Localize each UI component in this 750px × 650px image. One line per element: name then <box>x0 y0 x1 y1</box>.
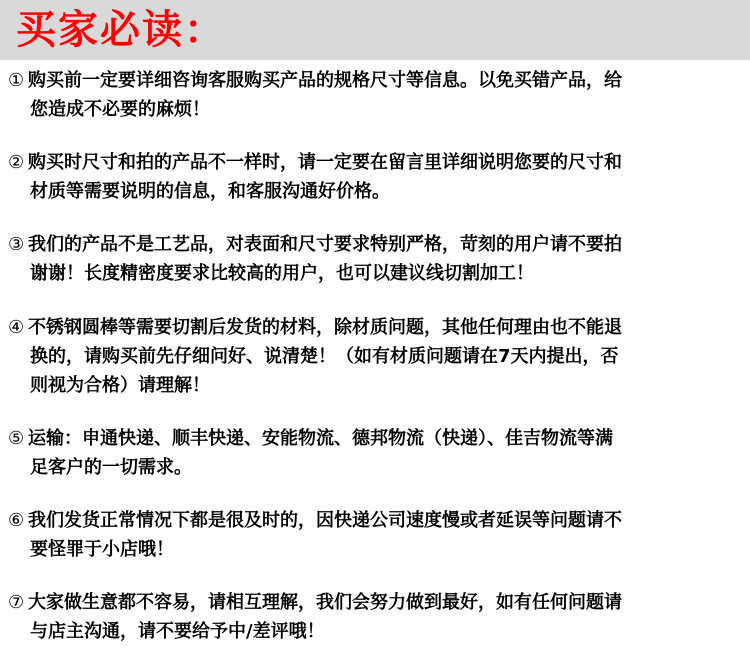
notice-text: 谢谢！长度精密度要求比较高的用户，也可以建议线切割加工！ <box>30 263 534 284</box>
notice-line <box>8 313 744 342</box>
notice-number: ⑥ <box>8 510 25 531</box>
notice-number: ④ <box>8 317 25 338</box>
notice-line <box>8 66 744 95</box>
notice-text: 则视为合格）请理解！ <box>30 375 210 396</box>
notice-item-6 <box>8 506 744 564</box>
notice-number: ① <box>8 70 25 91</box>
notice-text: 购买时尺寸和拍的产品不一样时，请一定要在留言里详细说明您要的尺寸和 <box>28 152 622 173</box>
notice-text: 换的，请购买前先仔细问好、说清楚！（如有材质问题请在7天内提出，否 <box>30 346 619 367</box>
notice-text: 大家做生意都不容易，请相互理解，我们会努力做到最好，如有任何问题请 <box>28 592 622 613</box>
notice-item-1 <box>8 66 744 124</box>
notice-text: 我们发货正常情况下都是很及时的，因快递公司速度慢或者延误等问题请不 <box>28 510 622 531</box>
notice-line <box>8 148 744 177</box>
notice-item-5 <box>8 424 744 482</box>
notice-text: 足客户的一切需求。 <box>30 457 192 478</box>
notice-number: ⑤ <box>8 428 25 449</box>
header-bar <box>0 0 750 60</box>
notice-text: 购买前一定要详细咨询客服购买产品的规格尺寸等信息。以免买错产品，给 <box>28 70 622 91</box>
page-title: 买家必读： <box>16 7 226 53</box>
notice-item-3 <box>8 230 744 288</box>
notice-number: ③ <box>8 234 25 255</box>
notice-text: 我们的产品不是工艺品，对表面和尺寸要求特别严格，苛刻的用户请不要拍 <box>28 234 622 255</box>
notice-item-2 <box>8 148 744 206</box>
notice-text: 不锈钢圆棒等需要切割后发货的材料，除材质问题，其他任何理由也不能退 <box>28 317 622 338</box>
notice-line <box>8 230 744 259</box>
notice-item-4 <box>8 313 744 400</box>
notice-line <box>8 506 744 535</box>
notice-number: ⑦ <box>8 592 25 613</box>
notice-text: 与店主沟通，请不要给予中/差评哦！ <box>30 621 325 642</box>
notice-text: 材质等需要说明的信息，和客服沟通好价格。 <box>30 181 390 202</box>
notice-item-7 <box>8 588 744 646</box>
notice-text: 您造成不必要的麻烦！ <box>30 99 210 120</box>
notice-text: 要怪罪于小店哦！ <box>30 539 174 560</box>
notice-text: 运输：申通快递、顺丰快递、安能物流、德邦物流（快递）、佳吉物流等满 <box>28 428 613 449</box>
notice-number: ② <box>8 152 25 173</box>
notice-line <box>8 588 744 617</box>
notice-line <box>8 424 744 453</box>
